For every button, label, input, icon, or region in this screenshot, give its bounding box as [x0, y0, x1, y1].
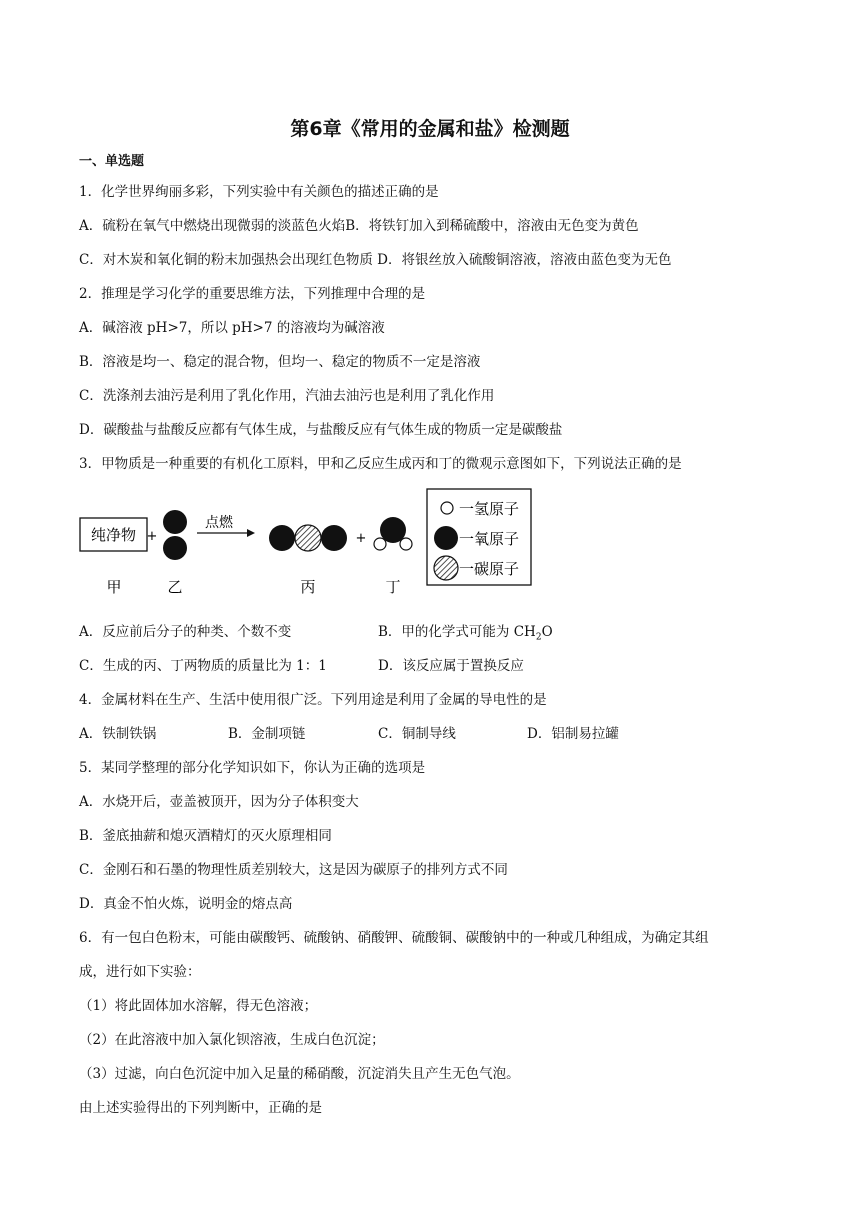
q5-option-a: A．水烧开后，壶盖被顶开，因为分子体积变大 — [79, 794, 359, 810]
q2-stem: 2．推理是学习化学的重要思维方法，下列推理中合理的是 — [79, 286, 426, 302]
reaction-diagram — [79, 486, 539, 601]
label-jia: 甲 — [106, 578, 122, 596]
hydrogen-atom — [400, 538, 412, 550]
oxygen-atom — [269, 525, 295, 551]
label-yi: 乙 — [167, 578, 183, 596]
pure-substance-label: 纯净物 — [90, 526, 137, 544]
q2-option-a: A．碱溶液 pH>7，所以 pH>7 的溶液均为碱溶液 — [79, 320, 385, 336]
q5-option-b: B．釜底抽薪和熄灭酒精灯的灭火原理相同 — [79, 828, 332, 844]
q6-step-1: （1）将此固体加水溶解，得无色溶液； — [79, 998, 318, 1014]
legend-oxygen: 一氧原子 — [459, 530, 520, 548]
q5-option-c: C．金刚石和石墨的物理性质差别较大，这是因为碳原子的排列方式不同 — [79, 862, 508, 878]
q2-option-b: B．溶液是均一、稳定的混合物，但均一、稳定的物质不一定是溶液 — [79, 354, 481, 370]
oxygen-atom — [163, 536, 187, 560]
hydrogen-legend-icon — [441, 502, 453, 514]
label-bing: 丙 — [300, 578, 316, 596]
section-heading: 一、单选题 — [79, 154, 145, 169]
q1-stem: 1．化学世界绚丽多彩，下列实验中有关颜色的描述正确的是 — [79, 184, 439, 200]
q5-option-d: D．真金不怕火炼，说明金的熔点高 — [79, 896, 293, 912]
q6-step-2: （2）在此溶液中加入氯化钡溶液，生成白色沉淀； — [79, 1032, 385, 1048]
oxygen-atom — [321, 525, 347, 551]
hydrogen-atom — [374, 538, 386, 550]
q6-conclusion: 由上述实验得出的下列判断中，正确的是 — [79, 1100, 322, 1116]
q3-stem: 3．甲物质是一种重要的有机化工原料，甲和乙反应生成丙和丁的微观示意图如下，下列说法正确的是 — [79, 456, 682, 472]
q4-option-d: D．铝制易拉罐 — [527, 726, 619, 742]
plus-sign-1: + — [146, 529, 158, 544]
legend-carbon: 一碳原子 — [459, 560, 520, 578]
q4-option-a: A．铁制铁锅 — [79, 726, 157, 742]
reaction-condition-label: 点燃 — [205, 515, 233, 531]
carbon-atom — [295, 525, 321, 551]
q1-options-cd: C．对木炭和氧化铜的粉末加强热会出现红色物质 D．将银丝放入硫酸铜溶液，溶液由蓝色变为无色 — [79, 252, 672, 268]
legend-hydrogen: 一氢原子 — [459, 500, 520, 518]
q3-option-a: A．反应前后分子的种类、个数不变 — [79, 624, 292, 640]
q4-stem: 4．金属材料在生产、生活中使用很广泛。下列用途是利用了金属的导电性的是 — [79, 692, 547, 708]
q2-option-d: D．碳酸盐与盐酸反应都有气体生成，与盐酸反应有气体生成的物质一定是碳酸盐 — [79, 422, 563, 438]
q4-option-b: B．金制项链 — [228, 726, 306, 742]
plus-sign-2: + — [355, 531, 367, 546]
q1-options-ab: A．硫粉在氧气中燃烧出现微弱的淡蓝色火焰B．将铁钉加入到稀硫酸中，溶液由无色变为黄色 — [79, 218, 639, 234]
oxygen-legend-icon — [434, 526, 458, 550]
q6-step-3: （3）过滤，向白色沉淀中加入足量的稀硝酸，沉淀消失且产生无色气泡。 — [79, 1066, 520, 1082]
q3-option-d: D．该反应属于置换反应 — [378, 658, 524, 674]
page-title: 第6章《常用的金属和盐》检测题 — [290, 118, 570, 140]
q6-stem-line-1: 6．有一包白色粉末，可能由碳酸钙、硫酸钠、硝酸钾、硫酸铜、碳酸钠中的一种或几种组成，为确定其组 — [79, 930, 709, 946]
q4-option-c: C．铜制导线 — [378, 726, 456, 742]
q5-stem: 5．某同学整理的部分化学知识如下，你认为正确的选项是 — [79, 760, 426, 776]
q3-option-c: C．生成的丙、丁两物质的质量比为 1：1 — [79, 658, 327, 674]
label-ding: 丁 — [385, 578, 401, 596]
carbon-legend-icon — [434, 556, 458, 580]
q2-option-c: C．洗涤剂去油污是利用了乳化作用，汽油去油污也是利用了乳化作用 — [79, 388, 495, 404]
arrow-head-icon — [247, 529, 255, 537]
oxygen-atom — [163, 510, 187, 534]
q6-stem-line-2: 成，进行如下实验： — [79, 964, 201, 980]
q3-option-b: B．甲的化学式可能为 $CH_2O$ — [378, 624, 553, 643]
